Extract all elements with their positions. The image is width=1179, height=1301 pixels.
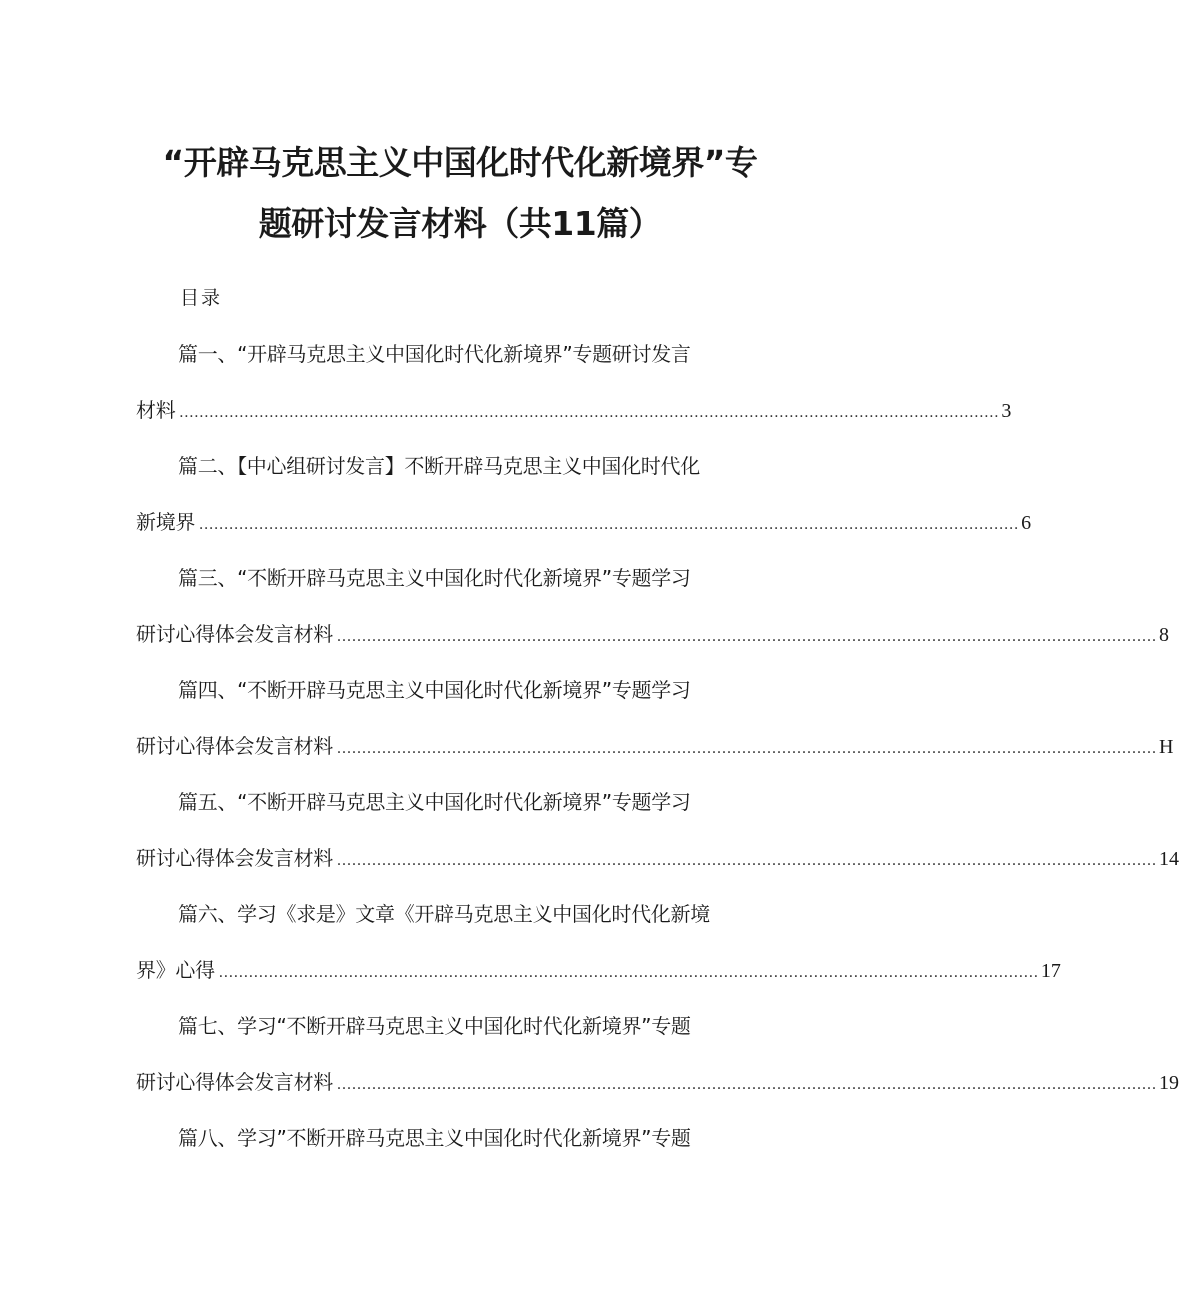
toc-entry-6-continuation[interactable] [136,954,1061,983]
toc-entry-4-title-end: 研讨心得体会发言材料 [136,734,333,758]
toc-entry-5-page: 14 [1159,848,1179,870]
toc-entry-1-page: 3 [1001,400,1012,422]
toc-entry-2-title[interactable]: 篇二、【中心组研讨发言】不断开辟马克思主义中国化时代化 [178,454,700,478]
toc-entry-4-title[interactable]: 篇四、“不断开辟马克思主义中国化时代化新境界”专题学习 [178,678,691,702]
toc-entry-6-title[interactable]: 篇六、学习《求是》文章《开辟马克思主义中国化时代化新境 [178,902,710,926]
toc-entry-6-page: 17 [1040,960,1061,982]
dot-leader: .................................................................................................................................................................... [337,628,1157,645]
document-title-line-1: “开辟马克思主义中国化时代化新境界”专 [162,143,758,182]
toc-entry-3-title[interactable]: 篇三、“不断开辟马克思主义中国化时代化新境界”专题学习 [178,566,691,590]
toc-entry-2-title-end: 新境界 [136,510,196,534]
toc-entry-3-page: 8 [1159,624,1169,646]
toc-entry-3-continuation[interactable] [136,618,1169,647]
toc-entry-4-continuation[interactable] [136,730,1174,759]
toc-entry-2-continuation[interactable] [136,506,1032,535]
dot-leader: .................................................................................................................................................................... [337,1076,1157,1093]
toc-entry-1-title[interactable]: 篇一、“开辟马克思主义中国化时代化新境界”专题研讨发言 [178,342,691,366]
toc-entry-1-title-end: 材料 [136,398,176,422]
toc-entry-5-title-end: 研讨心得体会发言材料 [136,846,333,870]
toc-entry-2-page: 6 [1021,512,1032,534]
toc-entry-6-title-end: 界》心得 [136,958,215,982]
toc-entry-5-title[interactable]: 篇五、“不断开辟马克思主义中国化时代化新境界”专题学习 [178,790,691,814]
toc-entry-4-page: H [1159,736,1174,758]
toc-entry-7-page: 19 [1159,1072,1179,1094]
dot-leader: .................................................................................................................................................................... [218,964,1039,981]
toc-entry-7-title[interactable]: 篇七、学习“不断开辟马克思主义中国化时代化新境界”专题 [178,1014,691,1038]
dot-leader: .................................................................................................................................................................... [179,404,1000,421]
toc-entry-7-continuation[interactable] [136,1066,1179,1095]
toc-entry-5-continuation[interactable] [136,842,1179,871]
toc-entry-7-title-end: 研讨心得体会发言材料 [136,1070,333,1094]
dot-leader: .................................................................................................................................................................... [337,852,1157,869]
toc-entry-3-title-end: 研讨心得体会发言材料 [136,622,333,646]
toc-entry-1-continuation[interactable] [136,394,1012,423]
dot-leader: .................................................................................................................................................................... [199,516,1020,533]
toc-entry-8-title[interactable]: 篇八、学习”不断开辟马克思主义中国化时代化新境界”专题 [178,1126,691,1150]
document-title-line-2: 题研讨发言材料（共11篇） [258,204,662,243]
toc-label: 目录 [180,287,223,309]
dot-leader: .................................................................................................................................................................... [337,740,1157,757]
